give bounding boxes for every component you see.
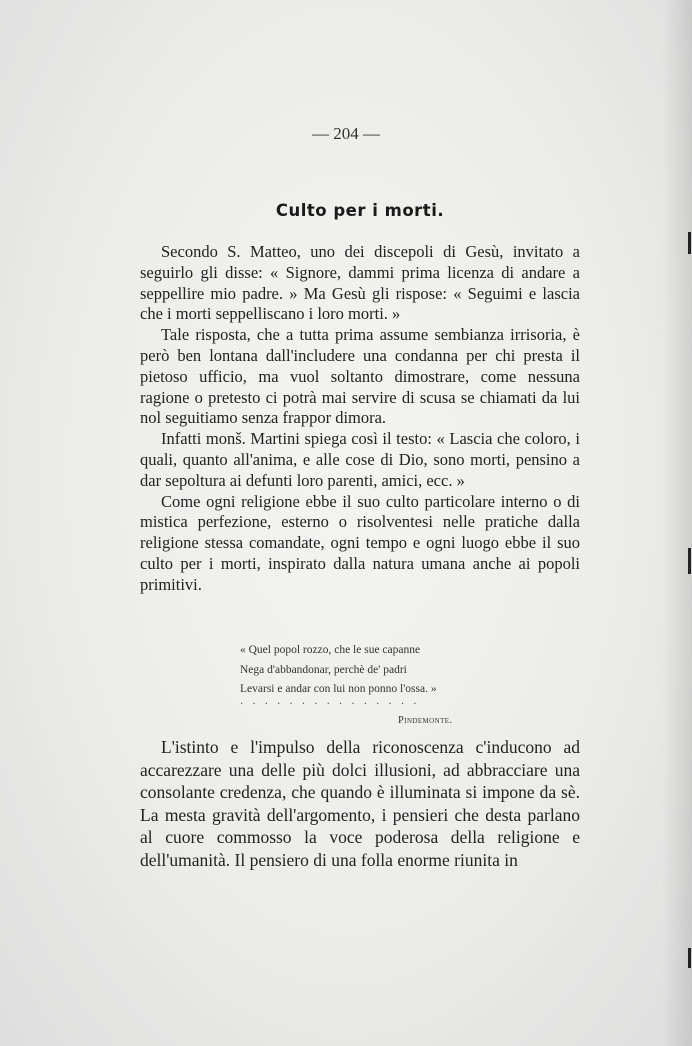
chapter-title: Culto per i morti. [275,201,445,220]
body-text-continuation [140,736,580,872]
paragraph: Tale risposta, che a tutta prima assume sembianza irrisoria, è però ben lontana dall'includere una condanna per chi presta il pietoso ufficio, ma vuol soltanto dimostrare, come nessuna ragione o pretesto ci potrà mai servire di scusa se chiamati da lui nol seguitiamo senza frappor dimora. [140,325,580,428]
verse-line: Nega d'abbandonar, perchè de' padri [240,663,407,676]
page-number: — 204 — [312,124,380,143]
verse-line: Levarsi e andar con lui non ponno l'ossa. » [240,683,437,695]
paragraph: L'istinto e l'impulso della riconoscenza c'inducono ad accarezzare una delle più dolci illusioni, ad abbracciare una consolante credenza, che quando è illuminata si impone da sè. La mesta gravità dell'argomento, i pensieri che desta parlano al cuore commosso la voce poderosa della religione e dell'umanità. Il pensiero di una folla enorme riunita in [140,737,580,870]
quote-attribution: Pindemonte. [398,715,453,726]
verse-line: « Quel popol rozzo, che le sue capanne [240,644,421,656]
verse-ellipsis: ............... [240,696,426,707]
paragraph: Infatti monš. Martini spiega così il testo: « Lascia che coloro, i quali, quanto all'anima, e alle cose di Dio, sono morti, pensino a dar sepoltura ai defunti loro parenti, amici, ecc. » [140,429,580,490]
page-edge-shadow [662,0,692,1046]
page-edge-mark [688,548,691,574]
paragraph: Secondo S. Matteo, uno dei discepoli di Gesù, invitato a seguirlo gli disse: « Signore, dammi prima licenza di andare a seppellire mio padre. » Ma Gesù gli rispose: « Seguimi e lascia che i morti seppelliscano i loro morti. » [140,242,580,324]
page-edge-mark [688,948,691,968]
verse-quotation [240,641,500,700]
paragraph: Come ogni religione ebbe il suo culto particolare interno o di mistica perfezione, esterno o risolventesi nelle pratiche dalla religione stessa comandate, ogni tempo e ogni luogo ebbe il suo culto per i morti, inspirato dalla natura umana anche ai popoli primitivi. [140,491,580,594]
body-text [140,242,580,596]
page-edge-mark [688,232,691,254]
